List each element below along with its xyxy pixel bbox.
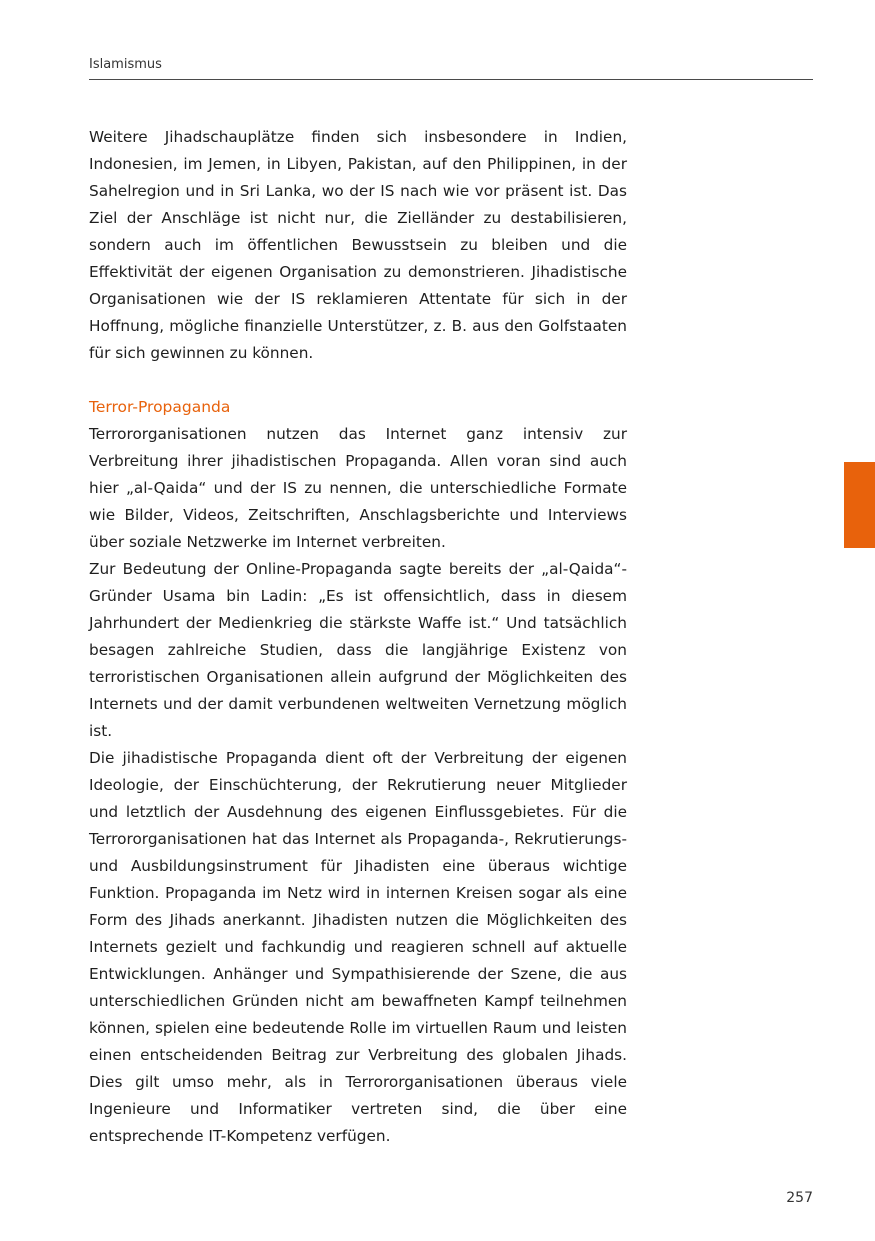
- page-number: 257: [786, 1190, 813, 1206]
- body-paragraph-1: Terrororganisationen nutzen das Internet ganz intensiv zur Verbreitung ihrer jihadistischen Propaganda. Allen voran sind auch hier „al-Qaida“ und der IS zu nennen, die unterschiedliche Formate wie Bilder, Videos, Zeitschriften, Anschlagsberichte und Interviews über soziale Netzwerke im Internet verbreiten.: [89, 425, 627, 551]
- page-body: [89, 124, 627, 1150]
- section-heading: Terror-Propaganda: [89, 398, 231, 416]
- running-header: Islamismus: [89, 57, 162, 72]
- intro-paragraph: Weitere Jihadschauplätze finden sich insbesondere in Indien, Indonesien, im Jemen, in Libyen, Pakistan, auf den Philippinen, in der Sahelregion und in Sri Lanka, wo der IS nach wie vor präsent ist. Das Ziel der Anschläge ist nicht nur, die Zielländer zu destabilisieren, sondern auch im öffentlichen Bewusstsein zu bleiben und die Effektivität der eigenen Organisation zu demonstrieren. Jihadistische Organisationen wie der IS reklamieren Attentate für sich in der Hoffnung, mögliche finanzielle Unterstützer, z. B. aus den Golfstaaten für sich gewinnen zu können.: [89, 128, 627, 362]
- body-paragraph-3: Die jihadistische Propaganda dient oft der Verbreitung der eigenen Ideologie, der Einschüchterung, der Rekrutierung neuer Mitglieder und letztlich der Ausdehnung des eigenen Einflussgebietes. Für die Terrororganisationen hat das Internet als Propaganda-, Rekrutierungs- und Ausbildungsinstrument für Jihadisten eine überaus wichtige Funktion. Propaganda im Netz wird in internen Kreisen sogar als eine Form des Jihads anerkannt. Jihadisten nutzen die Möglichkeiten des Internets gezielt und fachkundig und reagieren schnell auf aktuelle Entwicklungen. Anhänger und Sympathisierende der Szene, die aus unterschiedlichen Gründen nicht am bewaffneten Kampf teilnehmen können, spielen eine bedeutende Rolle im virtuellen Raum und leisten einen entscheidenden Beitrag zur Verbreitung des globalen Jihads. Dies gilt umso mehr, als in Terrororganisationen überaus viele Ingenieure und Informatiker vertreten sind, die über eine entsprechende IT-Kompetenz verfügen.: [89, 749, 627, 1145]
- chapter-tab-marker: [844, 462, 875, 548]
- header-divider: [89, 79, 813, 80]
- body-paragraph-2: Zur Bedeutung der Online-Propaganda sagte bereits der „al-Qaida“-Gründer Usama bin Ladin: „Es ist offensichtlich, dass in diesem Jahrhundert der Medienkrieg die stärkste Waffe ist.“ Und tatsächlich besagen zahlreiche Studien, dass die langjährige Existenz von terroristischen Organisationen allein aufgrund der Möglichkeiten des Internets und der damit verbundenen weltweiten Vernetzung möglich ist.: [89, 560, 627, 740]
